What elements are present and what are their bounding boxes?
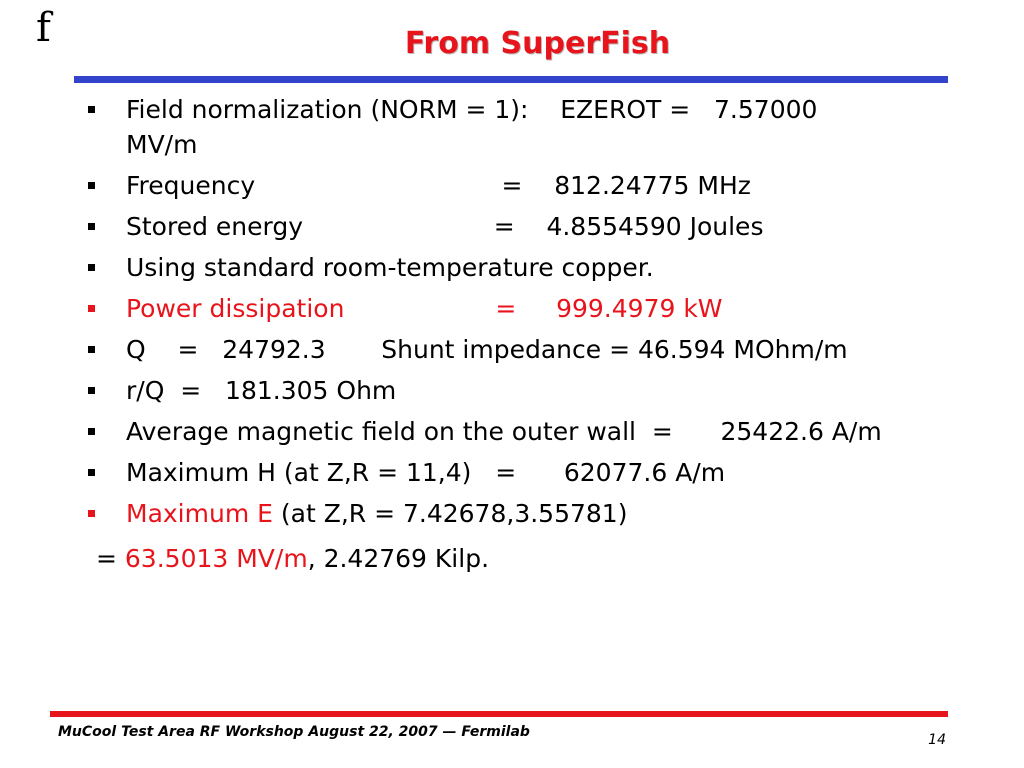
- bullet-item: [88, 332, 968, 367]
- footer-text: MuCool Test Area RF Workshop August 22, 2007 — Fermilab: [58, 724, 530, 740]
- bullet-icon: [88, 264, 95, 271]
- bullet-text: r/Q = 181.305 Ohm: [126, 376, 397, 405]
- result-value: 63.5013 MV/m: [124, 544, 308, 573]
- bullet-icon: [88, 428, 95, 435]
- bullet-icon: [88, 469, 95, 476]
- bullet-text: Field normalization (NORM = 1): EZEROT = 7.57000 MV/m: [126, 95, 818, 159]
- bullet-icon: [88, 182, 95, 189]
- max-e-location: (at Z,R = 7.42678,3.55781): [272, 499, 628, 528]
- bullet-item: [88, 168, 968, 203]
- footer-divider: [50, 711, 948, 717]
- bullet-item-highlight: [88, 291, 968, 326]
- slide-title: From SuperFish: [404, 26, 671, 61]
- bullet-icon: [88, 510, 95, 517]
- bullet-text: Average magnetic field on the outer wall = 25422.6 A/m: [126, 417, 882, 446]
- page-number: 14: [928, 732, 946, 748]
- result-suffix: , 2.42769 Kilp.: [307, 544, 490, 573]
- bullet-item: [88, 414, 968, 449]
- bullet-text: Frequency = 812.24775 MHz: [126, 171, 751, 200]
- fermilab-logo: f: [36, 5, 51, 51]
- max-e-label: Maximum E: [126, 499, 273, 528]
- bullet-item: [88, 373, 968, 408]
- bullet-list: [88, 92, 968, 537]
- bullet-item: [88, 209, 968, 244]
- bullet-icon: [88, 106, 95, 113]
- bullet-item: [88, 92, 968, 162]
- bullet-item: [88, 455, 968, 490]
- result-prefix: =: [96, 544, 125, 573]
- bullet-item-max-e: [88, 496, 968, 531]
- bullet-text: Maximum H (at Z,R = 11,4) = 62077.6 A/m: [126, 458, 726, 487]
- bullet-icon: [88, 346, 95, 353]
- bullet-icon: [88, 223, 95, 230]
- bullet-text: Power dissipation = 999.4979 kW: [126, 294, 723, 323]
- bullet-text: Q = 24792.3 Shunt impedance = 46.594 MOhm/m: [126, 335, 848, 364]
- bullet-icon: [88, 305, 95, 312]
- bullet-item: [88, 250, 968, 285]
- bullet-icon: [88, 387, 95, 394]
- bullet-text: Using standard room-temperature copper.: [126, 253, 654, 282]
- max-e-result: [96, 541, 489, 576]
- title-divider: [74, 76, 948, 83]
- bullet-text: Stored energy = 4.8554590 Joules: [126, 212, 764, 241]
